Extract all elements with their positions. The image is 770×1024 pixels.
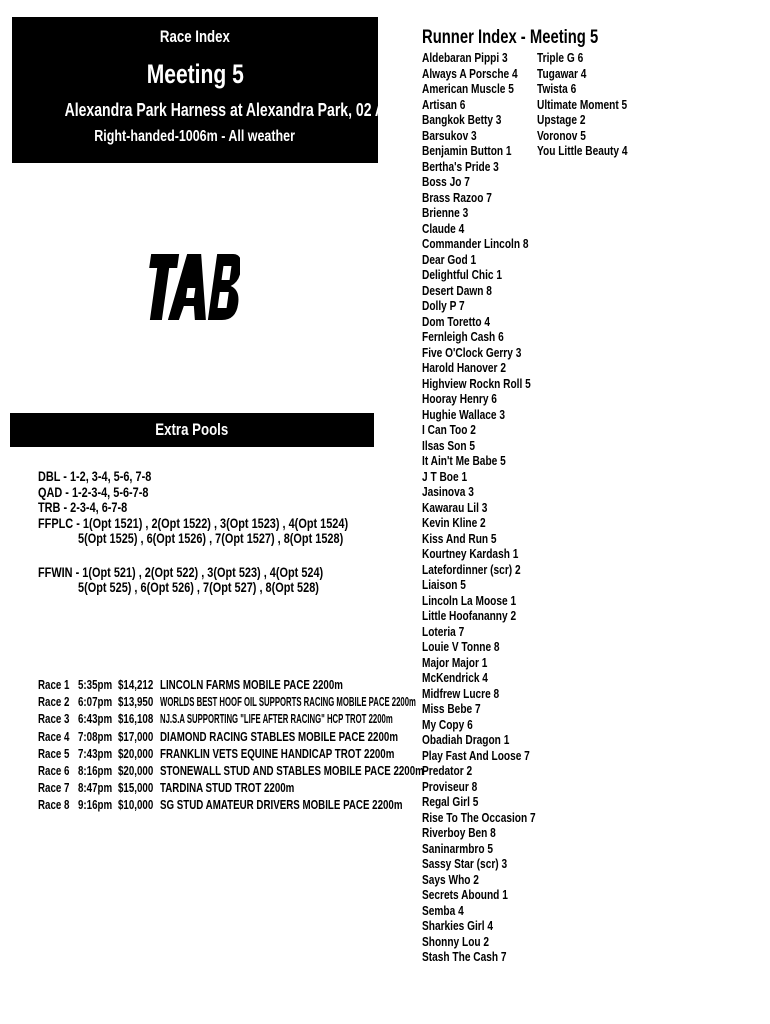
runner-entry [422, 717, 568, 733]
runner-name: It Ain't Me Babe 5 [422, 453, 506, 468]
runner-list-column-2 [537, 50, 653, 159]
runner-entry [422, 593, 568, 609]
runner-name: Fernleigh Cash 6 [422, 329, 504, 344]
runner-entry [422, 655, 568, 671]
runner-entry [422, 469, 568, 485]
race-name: SG STUD AMATEUR DRIVERS MOBILE PACE 2200m [160, 798, 403, 813]
runner-name: Five O'Clock Gerry 3 [422, 344, 522, 360]
race-time: 7:43pm [78, 746, 113, 761]
race-name: WORLDS BEST HOOF OIL SUPPORTS RACING MOBILE PACE 2200m [160, 695, 416, 710]
runner-entry [422, 779, 568, 795]
race-row [38, 746, 398, 763]
race-time: 8:47pm [78, 781, 113, 796]
runner-name: McKendrick 4 [422, 670, 488, 685]
runner-name: Highview Rockn Roll 5 [422, 375, 531, 391]
runner-name: Midfrew Lucre 8 [422, 685, 500, 701]
runner-name: Play Fast And Loose 7 [422, 747, 530, 763]
runner-name: Lincoln La Moose 1 [422, 592, 517, 608]
race-number: Race 3 [38, 712, 70, 727]
runner-entry [422, 407, 568, 423]
runner-entry [422, 515, 568, 531]
race-name: STONEWALL STUD AND STABLES MOBILE PACE 2200m [160, 763, 424, 778]
runner-entry [422, 639, 568, 655]
runner-name: J T Boe 1 [422, 468, 468, 484]
runner-name: Shonny Lou 2 [422, 933, 490, 949]
runner-entry [422, 531, 568, 547]
runner-entry [422, 732, 568, 748]
runner-name: Kawarau Lil 3 [422, 499, 488, 515]
runner-name: Brienne 3 [422, 205, 469, 220]
runner-name: Kevin Kline 2 [422, 515, 486, 530]
runner-entry [422, 314, 568, 330]
extra-pools-list [38, 469, 436, 596]
runner-entry [537, 97, 653, 113]
runner-name: Liaison 5 [422, 577, 466, 592]
runner-name: Latefordinner (scr) 2 [422, 561, 521, 577]
ffplc-pool-line1: FFPLC - 1(Opt 1521) , 2(Opt 1522) , 3(Opt 1523) , 4(Opt 1524) [38, 514, 349, 531]
runner-name: Obadiah Dragon 1 [422, 732, 510, 747]
qad-pool: QAD - 1-2-3-4, 5-6-7-8 [38, 483, 149, 500]
runner-entry [422, 794, 568, 810]
runner-name: Loteria 7 [422, 623, 465, 639]
race-prize: $17,000 [118, 729, 154, 744]
race-prize: $20,000 [118, 746, 154, 761]
runner-entry [537, 81, 653, 97]
runner-entry [422, 577, 568, 593]
race-prize: $16,108 [118, 712, 154, 727]
runner-name: You Little Beauty 4 [537, 143, 628, 158]
ffwin-pool-line1: FFWIN - 1(Opt 521) , 2(Opt 522) , 3(Opt 523) , 4(Opt 524) [38, 563, 324, 580]
race-number: Race 5 [38, 746, 70, 761]
runner-name: American Muscle 5 [422, 81, 514, 96]
runner-name: Dolly P 7 [422, 298, 465, 313]
runner-entry [422, 670, 568, 686]
runner-entry [422, 841, 568, 857]
runner-name: Delightful Chic 1 [422, 267, 502, 282]
runner-entry [422, 376, 568, 392]
runner-entry [422, 500, 568, 516]
runner-entry [422, 438, 568, 454]
runner-entry [422, 236, 568, 252]
race-schedule [38, 677, 424, 815]
runner-name: Ilsas Son 5 [422, 437, 475, 453]
runner-name: Jasinova 3 [422, 484, 474, 499]
runner-entry [422, 484, 568, 500]
runner-entry [422, 422, 568, 438]
runner-name: Twista 6 [537, 81, 577, 96]
race-name: LINCOLN FARMS MOBILE PACE 2200m [160, 678, 343, 692]
race-number: Race 4 [38, 729, 70, 744]
runner-name: Bertha's Pride 3 [422, 158, 499, 174]
race-row [38, 780, 398, 797]
race-number: Race 8 [38, 798, 70, 813]
race-row [38, 797, 403, 814]
runner-entry [422, 221, 568, 237]
race-prize: $15,000 [118, 781, 154, 796]
race-time: 7:08pm [78, 729, 113, 744]
runner-entry [422, 763, 568, 779]
runner-name: Boss Jo 7 [422, 174, 470, 189]
race-name: NJ.S.A SUPPORTING "LIFE AFTER RACING" HCP TROT 2200m [160, 712, 393, 727]
runner-entry [422, 825, 568, 841]
runner-name: Dom Toretto 4 [422, 313, 490, 329]
runner-name: Benjamin Button 1 [422, 143, 512, 158]
dbl-pool: DBL - 1-2, 3-4, 5-6, 7-8 [38, 468, 152, 484]
runner-entry [422, 174, 568, 190]
meeting-header [12, 17, 438, 163]
runner-entry [422, 267, 568, 283]
runner-entry [422, 345, 568, 361]
runner-name: Saninarmbro 5 [422, 840, 494, 856]
runner-name: Commander Lincoln 8 [422, 236, 529, 251]
runner-name: Always A Porsche 4 [422, 65, 518, 81]
race-number: Race 6 [38, 763, 70, 778]
runner-entry [537, 66, 653, 82]
runner-entry [422, 360, 568, 376]
runner-name: Semba 4 [422, 902, 464, 918]
runner-entry [537, 128, 653, 144]
runner-entry [422, 329, 568, 345]
runner-name: Stash The Cash 7 [422, 949, 507, 964]
race-time: 6:43pm [78, 712, 113, 727]
runner-name: Kiss And Run 5 [422, 530, 497, 546]
race-number: Race 2 [38, 695, 70, 710]
runner-name: Riverboy Ben 8 [422, 825, 496, 840]
race-row [38, 677, 398, 694]
race-prize: $13,950 [118, 695, 154, 710]
tab-logo [146, 248, 240, 322]
venue-date: Alexandra Park Harness at Alexandra Park, 02 Aug 2024 [64, 100, 438, 120]
runner-entry [422, 686, 568, 702]
ffwin-pool-line2: 5(Opt 525) , 6(Opt 526) , 7(Opt 527) , 8(Opt 528) [78, 579, 319, 595]
runner-name: Says Who 2 [422, 871, 479, 887]
runner-entry [422, 624, 568, 640]
runner-entry [537, 112, 653, 128]
runner-entry [422, 949, 568, 965]
extra-pools-title: Extra Pools [155, 420, 229, 439]
race-time: 6:07pm [78, 695, 113, 710]
runner-name: Secrets Abound 1 [422, 887, 508, 902]
runner-entry [422, 872, 568, 888]
runner-name: Desert Dawn 8 [422, 282, 492, 298]
race-time: 8:16pm [78, 763, 113, 778]
race-prize: $20,000 [118, 763, 154, 778]
extra-pools-banner [10, 413, 374, 447]
runner-name: Bangkok Betty 3 [422, 112, 502, 127]
runner-name: Little Hoofananny 2 [422, 608, 517, 623]
runner-entry [422, 453, 568, 469]
race-number: Race 7 [38, 781, 70, 796]
race-row [38, 711, 398, 728]
runner-name: Claude 4 [422, 220, 465, 236]
ffplc-pool-line2: 5(Opt 1525) , 6(Opt 1526) , 7(Opt 1527) , 8(Opt 1528) [78, 530, 344, 546]
runner-entry [422, 205, 568, 221]
runner-name: My Copy 6 [422, 716, 473, 732]
runner-list-column-1 [422, 50, 568, 965]
runner-entry [422, 856, 568, 872]
race-row [38, 763, 424, 780]
race-name: DIAMOND RACING STABLES MOBILE PACE 2200m [160, 729, 399, 744]
runner-entry [537, 50, 653, 66]
meeting-title: Meeting 5 [146, 59, 244, 89]
runner-entry [422, 608, 568, 624]
runner-entry [422, 903, 568, 919]
runner-name: Louie V Tonne 8 [422, 639, 500, 654]
race-row [38, 729, 398, 746]
runner-name: Regal Girl 5 [422, 794, 479, 809]
race-time: 9:16pm [78, 798, 113, 813]
trb-pool: TRB - 2-3-4, 6-7-8 [38, 499, 128, 515]
runner-name: Kourtney Kardash 1 [422, 546, 519, 561]
race-time: 5:35pm [78, 678, 113, 692]
runner-name: Dear God 1 [422, 251, 477, 267]
runner-name: Rise To The Occasion 7 [422, 809, 536, 825]
runner-name: Major Major 1 [422, 654, 488, 670]
runner-name: Predator 2 [422, 763, 473, 778]
runner-entry [422, 918, 568, 934]
runner-name: I Can Too 2 [422, 422, 476, 437]
runner-name: Barsukov 3 [422, 127, 477, 143]
race-number: Race 1 [38, 678, 70, 692]
runner-entry [422, 701, 568, 717]
runner-name: Harold Hanover 2 [422, 360, 506, 375]
runner-name: Miss Bebe 7 [422, 701, 481, 716]
runner-name: Hughie Wallace 3 [422, 406, 506, 422]
runner-entry [422, 748, 568, 764]
race-name: TARDINA STUD TROT 2200m [160, 781, 295, 796]
runner-index-title-text: Runner Index - Meeting 5 [422, 27, 599, 48]
runner-entry [422, 391, 568, 407]
runner-entry [422, 887, 568, 903]
runner-name: Proviseur 8 [422, 778, 478, 794]
runner-name: Upstage 2 [537, 112, 586, 127]
race-index-title: Race Index [159, 27, 231, 46]
runner-name: Sharkies Girl 4 [422, 918, 494, 933]
runner-name: Tugawar 4 [537, 65, 587, 81]
runner-name: Sassy Star (scr) 3 [422, 856, 508, 871]
race-prize: $10,000 [118, 798, 154, 813]
runner-name: Hooray Henry 6 [422, 391, 497, 406]
runner-entry [422, 252, 568, 268]
runner-name: Triple G 6 [537, 50, 584, 65]
runner-entry [422, 562, 568, 578]
runner-entry [537, 143, 653, 159]
runner-index-title [422, 27, 648, 49]
runner-entry [422, 934, 568, 950]
runner-entry [422, 190, 568, 206]
runner-name: Aldebaran Pippi 3 [422, 50, 508, 65]
race-row [38, 694, 416, 711]
runner-entry [422, 546, 568, 562]
race-prize: $14,212 [118, 678, 154, 692]
runner-name: Artisan 6 [422, 96, 466, 112]
runner-entry [422, 298, 568, 314]
runner-name: Voronov 5 [537, 127, 586, 143]
race-name: FRANKLIN VETS EQUINE HANDICAP TROT 2200m [160, 746, 395, 761]
runner-name: Ultimate Moment 5 [537, 96, 628, 112]
runner-name: Brass Razoo 7 [422, 189, 492, 205]
runner-entry [422, 283, 568, 299]
runner-entry [422, 159, 568, 175]
track-info: Right-handed-1006m - All weather [94, 128, 296, 145]
runner-entry [422, 810, 568, 826]
